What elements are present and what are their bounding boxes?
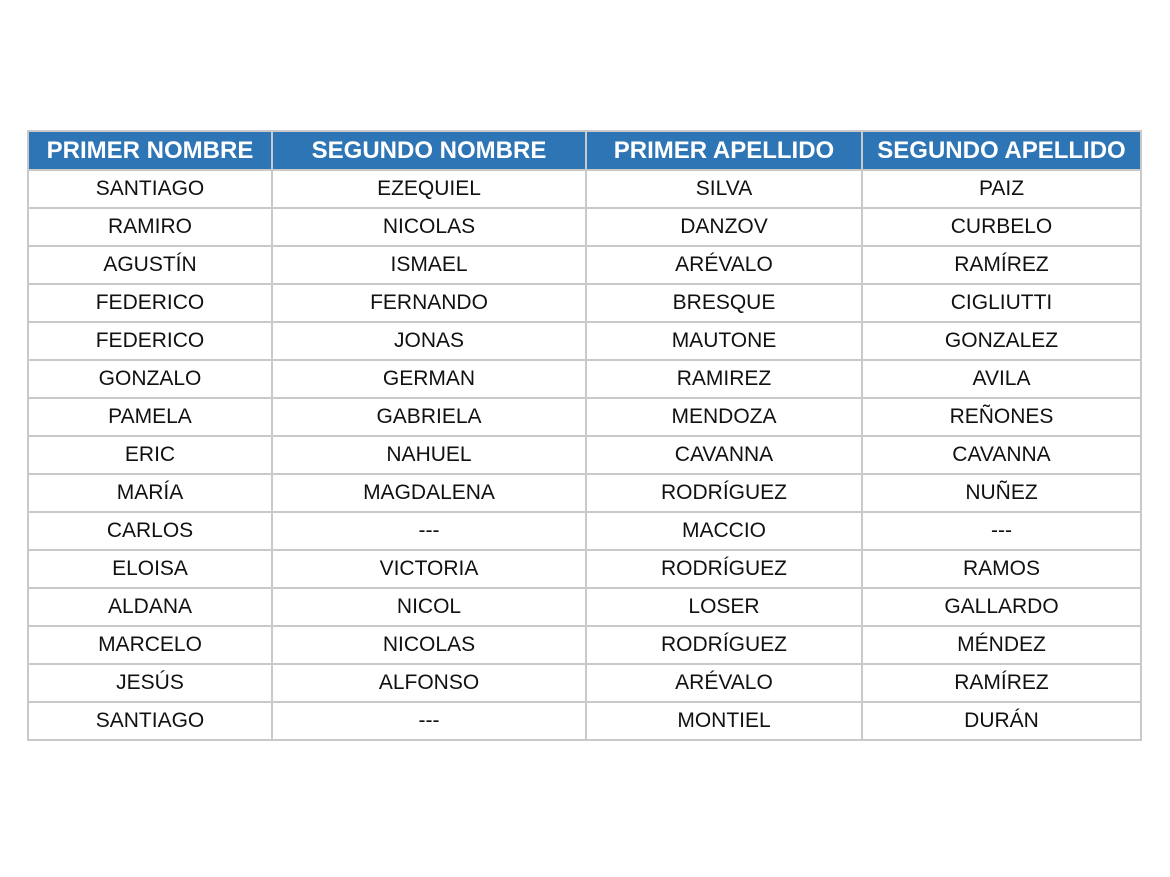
cell-segundo-apellido: RAMÍREZ	[862, 246, 1141, 284]
cell-segundo-apellido: RAMÍREZ	[862, 664, 1141, 702]
cell-primer-apellido: MONTIEL	[586, 702, 862, 740]
cell-segundo-nombre: NICOL	[272, 588, 586, 626]
table-row	[28, 702, 1141, 740]
table-row	[28, 208, 1141, 246]
cell-primer-apellido: LOSER	[586, 588, 862, 626]
cell-segundo-apellido: ---	[862, 512, 1141, 550]
cell-segundo-apellido: AVILA	[862, 360, 1141, 398]
cell-segundo-apellido: NUÑEZ	[862, 474, 1141, 512]
table-row	[28, 360, 1141, 398]
cell-primer-nombre: PAMELA	[28, 398, 272, 436]
cell-primer-nombre: FEDERICO	[28, 284, 272, 322]
table-row	[28, 512, 1141, 550]
cell-segundo-nombre: GABRIELA	[272, 398, 586, 436]
header-row	[28, 131, 1141, 170]
cell-primer-nombre: CARLOS	[28, 512, 272, 550]
table-row	[28, 550, 1141, 588]
cell-primer-apellido: SILVA	[586, 170, 862, 208]
cell-primer-apellido: RODRÍGUEZ	[586, 626, 862, 664]
cell-segundo-nombre: ALFONSO	[272, 664, 586, 702]
table-row	[28, 322, 1141, 360]
table-row	[28, 284, 1141, 322]
table-row	[28, 398, 1141, 436]
table-row	[28, 246, 1141, 284]
cell-primer-nombre: JESÚS	[28, 664, 272, 702]
table-row	[28, 588, 1141, 626]
cell-segundo-nombre: EZEQUIEL	[272, 170, 586, 208]
cell-primer-nombre: MARÍA	[28, 474, 272, 512]
cell-segundo-nombre: ISMAEL	[272, 246, 586, 284]
cell-primer-nombre: RAMIRO	[28, 208, 272, 246]
header-segundo-apellido: SEGUNDO APELLIDO	[862, 131, 1141, 170]
cell-segundo-apellido: REÑONES	[862, 398, 1141, 436]
table-header	[28, 131, 1141, 170]
cell-primer-apellido: MAUTONE	[586, 322, 862, 360]
cell-primer-nombre: FEDERICO	[28, 322, 272, 360]
cell-segundo-nombre: VICTORIA	[272, 550, 586, 588]
cell-segundo-apellido: CIGLIUTTI	[862, 284, 1141, 322]
cell-primer-apellido: MENDOZA	[586, 398, 862, 436]
cell-segundo-apellido: CURBELO	[862, 208, 1141, 246]
cell-segundo-apellido: CAVANNA	[862, 436, 1141, 474]
table-row	[28, 474, 1141, 512]
cell-segundo-nombre: FERNANDO	[272, 284, 586, 322]
cell-segundo-nombre: GERMAN	[272, 360, 586, 398]
cell-primer-apellido: MACCIO	[586, 512, 862, 550]
cell-segundo-apellido: GONZALEZ	[862, 322, 1141, 360]
cell-segundo-nombre: JONAS	[272, 322, 586, 360]
table-row	[28, 436, 1141, 474]
table-row	[28, 626, 1141, 664]
cell-primer-apellido: BRESQUE	[586, 284, 862, 322]
header-primer-nombre: PRIMER NOMBRE	[28, 131, 272, 170]
cell-segundo-apellido: DURÁN	[862, 702, 1141, 740]
cell-primer-apellido: RAMIREZ	[586, 360, 862, 398]
cell-primer-apellido: ARÉVALO	[586, 664, 862, 702]
cell-segundo-apellido: MÉNDEZ	[862, 626, 1141, 664]
cell-primer-apellido: RODRÍGUEZ	[586, 550, 862, 588]
table-row	[28, 664, 1141, 702]
cell-primer-apellido: ARÉVALO	[586, 246, 862, 284]
cell-segundo-nombre: NICOLAS	[272, 208, 586, 246]
cell-primer-apellido: CAVANNA	[586, 436, 862, 474]
cell-segundo-apellido: GALLARDO	[862, 588, 1141, 626]
cell-primer-apellido: RODRÍGUEZ	[586, 474, 862, 512]
header-primer-apellido: PRIMER APELLIDO	[586, 131, 862, 170]
cell-primer-nombre: MARCELO	[28, 626, 272, 664]
names-table	[27, 130, 1142, 741]
cell-segundo-apellido: PAIZ	[862, 170, 1141, 208]
cell-primer-nombre: ELOISA	[28, 550, 272, 588]
cell-primer-nombre: SANTIAGO	[28, 170, 272, 208]
table-body	[28, 170, 1141, 740]
header-segundo-nombre: SEGUNDO NOMBRE	[272, 131, 586, 170]
cell-primer-apellido: DANZOV	[586, 208, 862, 246]
cell-primer-nombre: GONZALO	[28, 360, 272, 398]
cell-segundo-nombre: NAHUEL	[272, 436, 586, 474]
cell-segundo-nombre: ---	[272, 702, 586, 740]
cell-segundo-nombre: MAGDALENA	[272, 474, 586, 512]
cell-segundo-apellido: RAMOS	[862, 550, 1141, 588]
cell-primer-nombre: AGUSTÍN	[28, 246, 272, 284]
table-row	[28, 170, 1141, 208]
cell-primer-nombre: SANTIAGO	[28, 702, 272, 740]
cell-primer-nombre: ALDANA	[28, 588, 272, 626]
cell-segundo-nombre: NICOLAS	[272, 626, 586, 664]
cell-primer-nombre: ERIC	[28, 436, 272, 474]
cell-segundo-nombre: ---	[272, 512, 586, 550]
